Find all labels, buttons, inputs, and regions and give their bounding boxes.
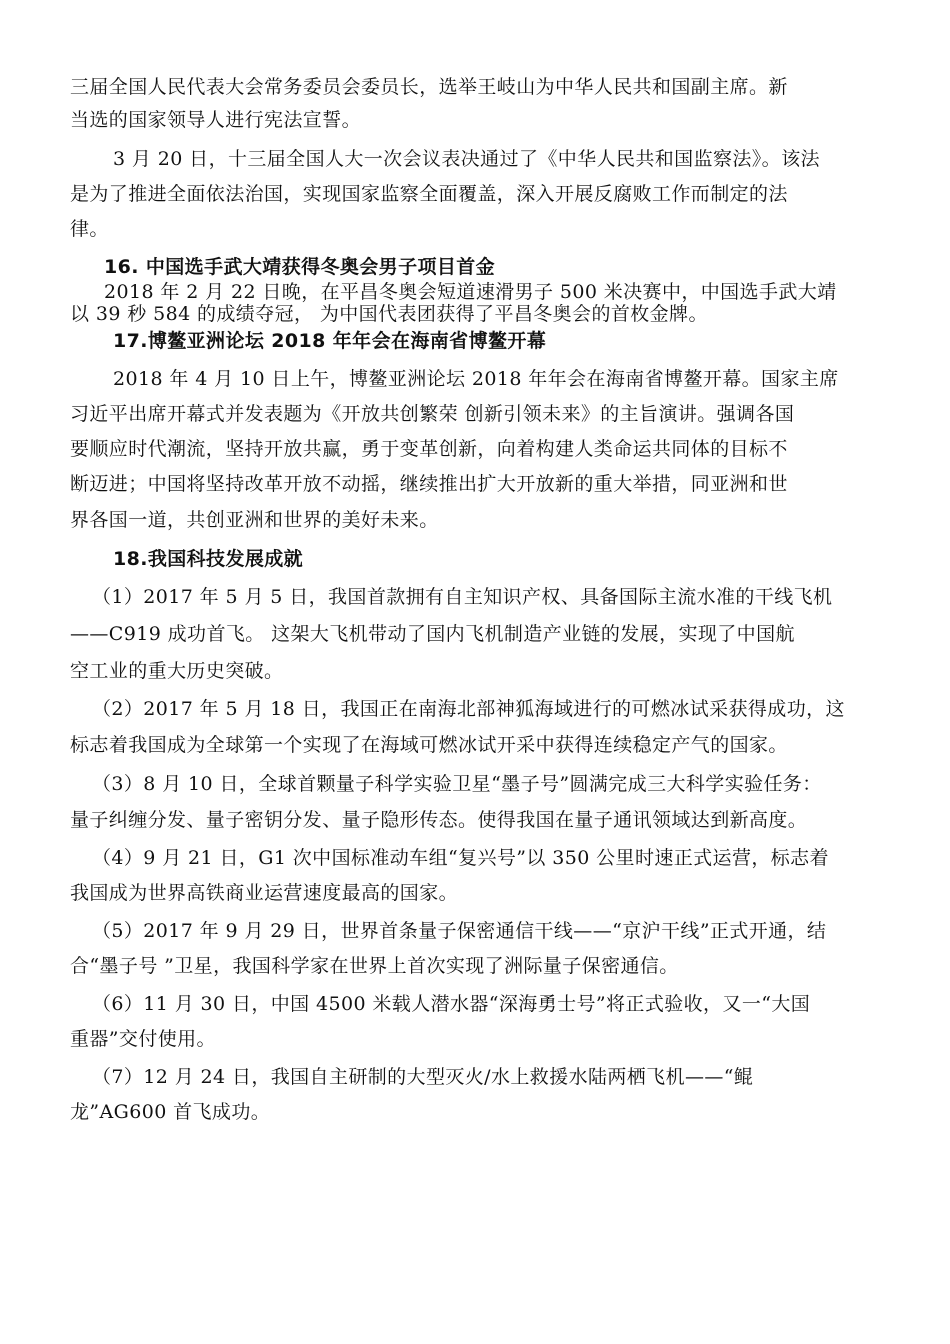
list-item-line: （5）2017 年 9 月 29 日，世界首条量子保密通信干线——“京沪干线”正式开通，结 — [92, 920, 827, 942]
list-item-line: （1）2017 年 5 月 5 日，我国首款拥有自主知识产权、具备国际主流水准的干线飞机 — [92, 586, 833, 608]
list-item-line: 重器”交付使用。 — [70, 1028, 216, 1050]
section-heading-17: 17.博鳌亚洲论坛 2018 年年会在海南省博鳌开幕 — [113, 330, 547, 352]
paragraph-line: 2018 年 4 月 10 日上午，博鳌亚洲论坛 2018 年年会在海南省博鳌开幕。国家主席 — [113, 368, 839, 390]
list-item-line: 空工业的重大历史突破。 — [70, 660, 284, 682]
list-item-line: 标志着我国成为全球第一个实现了在海域可燃冰试开采中获得连续稳定产气的国家。 — [70, 734, 788, 756]
paragraph-line: 以 39 秒 584 的成绩夺冠， 为中国代表团获得了平昌冬奥会的首枚金牌。 — [70, 303, 708, 325]
paragraph-line: 习近平出席开幕式并发表题为《开放共创繁荣 创新引领未来》的主旨演讲。强调各国 — [70, 403, 795, 425]
paragraph-line: 三届全国人民代表大会常务委员会委员长，选举王岐山为中华人民共和国副主席。新 — [70, 76, 788, 98]
list-item-line: 量子纠缠分发、量子密钥分发、量子隐形传态。使得我国在量子通讯领域达到新高度。 — [70, 809, 808, 831]
paragraph-line: 3 月 20 日，十三届全国人大一次会议表决通过了《中华人民共和国监察法》。该法 — [113, 148, 820, 170]
section-heading-16: 16. 中国选手武大靖获得冬奥会男子项目首金 — [104, 256, 496, 278]
paragraph-line: 当选的国家领导人进行宪法宣誓。 — [70, 109, 362, 131]
list-item-line: （7）12 月 24 日，我国自主研制的大型灭火/水上救援水陆两栖飞机——“鲲 — [92, 1066, 754, 1088]
list-item-line: 合“墨子号 ”卫星，我国科学家在世界上首次实现了洲际量子保密通信。 — [70, 955, 679, 977]
list-item-line: 龙”AG600 首飞成功。 — [70, 1101, 271, 1123]
list-item-line: （4）9 月 21 日，G1 次中国标准动车组“复兴号”以 350 公里时速正式运营，标志着 — [92, 847, 829, 869]
paragraph-line: 断迈进；中国将坚持改革开放不动摇，继续推出扩大开放新的重大举措，同亚洲和世 — [70, 473, 788, 495]
list-item-line: （3）8 月 10 日，全球首颗量子科学实验卫星“墨子号”圆满完成三大科学实验任务： — [92, 773, 822, 795]
paragraph-line: 2018 年 2 月 22 日晚，在平昌冬奥会短道速滑男子 500 米决赛中，中国选手武大靖 — [104, 281, 837, 303]
section-heading-18: 18.我国科技发展成就 — [113, 548, 304, 570]
paragraph-line: 律。 — [70, 218, 109, 240]
list-item-line: 我国成为世界高铁商业运营速度最高的国家。 — [70, 882, 459, 904]
paragraph-line: 界各国一道，共创亚洲和世界的美好未来。 — [70, 509, 439, 531]
list-item-line: ——C919 成功首飞。 这架大飞机带动了国内飞机制造产业链的发展，实现了中国航 — [70, 623, 795, 645]
paragraph-line: 是为了推进全面依法治国，实现国家监察全面覆盖，深入开展反腐败工作而制定的法 — [70, 183, 788, 205]
list-item-line: （2）2017 年 5 月 18 日，我国正在南海北部神狐海域进行的可燃冰试采获得成功，这 — [92, 698, 845, 720]
list-item-line: （6）11 月 30 日，中国 4500 米载人潜水器“深海勇士号”将正式验收，又一“大国 — [92, 993, 811, 1015]
paragraph-line: 要顺应时代潮流，坚持开放共赢，勇于变革创新，向着构建人类命运共同体的目标不 — [70, 438, 788, 460]
